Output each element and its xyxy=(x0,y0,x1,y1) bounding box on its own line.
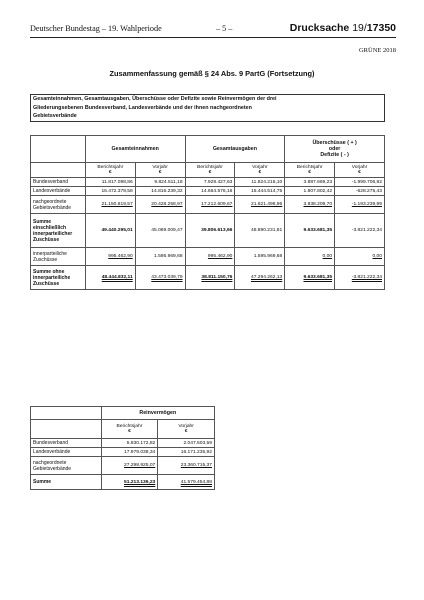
subheader-cell: Vorjahr € xyxy=(335,163,385,178)
group-header-expenses: Gesamtausgaben xyxy=(185,136,285,163)
description-line: Gebietsverbände xyxy=(33,113,77,119)
row-label: Summe xyxy=(31,475,102,490)
value-cell: 45.069.009,47 xyxy=(135,214,185,248)
value-cell: 9.633.681,35 xyxy=(285,266,335,290)
description-line: Gesamteinnahmen, Gesamtausgaben, Überschüsse oder Defizite sowie Reinvermögen der drei xyxy=(33,96,277,102)
page-header xyxy=(30,22,396,36)
row-label: Summe ohne innerparteiliche Zuschüsse xyxy=(31,266,86,290)
table-row xyxy=(31,475,215,490)
value-cell: 1.595.969,68 xyxy=(135,248,185,266)
value-cell: 11.824.216,10 xyxy=(235,178,285,187)
value-cell: 15.444.514,75 xyxy=(235,187,285,196)
group-header-net-assets: Reinvermögen xyxy=(101,407,214,420)
table-row xyxy=(31,196,385,214)
value-cell: 27.298.925,07 xyxy=(101,457,158,475)
value-cell: 20.428.258,97 xyxy=(135,196,185,214)
table-row xyxy=(31,187,385,196)
header-rule xyxy=(30,37,396,38)
parliament-label: Deutscher Bundestag – 19. Wahlperiode xyxy=(30,24,162,33)
value-cell: 17.212.609,67 xyxy=(185,196,235,214)
row-label: Bundesverband xyxy=(31,439,102,448)
value-cell: 39.806.613,66 xyxy=(185,214,235,248)
doc-label: Drucksache xyxy=(289,22,353,34)
subheader-cell: Berichtsjahr € xyxy=(85,163,135,178)
row-label: Landesverbände xyxy=(31,187,86,196)
value-cell: 7.929.427,63 xyxy=(185,178,235,187)
group-header-surplus: Überschüsse ( + ) oder Defizite ( - ) xyxy=(285,136,385,163)
subheader-cell: Vorjahr € xyxy=(158,420,215,439)
table-row xyxy=(31,448,215,457)
table-row xyxy=(31,214,385,248)
value-cell: 47.294.262,13 xyxy=(235,266,285,290)
value-cell: 14.816.239,32 xyxy=(135,187,185,196)
value-cell: 16.472.378,58 xyxy=(85,187,135,196)
value-cell: 1.807.802,42 xyxy=(285,187,335,196)
subheader-cell: Vorjahr € xyxy=(235,163,285,178)
row-label: Bundesverband xyxy=(31,178,86,187)
value-cell: 2.047.503,59 xyxy=(158,439,215,448)
value-cell: -3.821.222,34 xyxy=(335,266,385,290)
value-cell: 21.150.819,57 xyxy=(85,196,135,214)
value-cell: 51.213.136,23 xyxy=(101,475,158,490)
value-cell: 48.444.832,11 xyxy=(85,266,135,290)
subheader-cell: Berichtsjahr € xyxy=(101,420,158,439)
document-number xyxy=(290,22,396,34)
value-cell: 49.440.295,01 xyxy=(85,214,135,248)
group-header-income: Gesamteinnahmen xyxy=(85,136,185,163)
row-label: innerparteiliche Zuschüsse xyxy=(31,248,86,266)
corner-cell xyxy=(31,420,102,439)
value-cell: -1.193.239,99 xyxy=(335,196,385,214)
table-row xyxy=(31,178,385,187)
value-cell: 21.621.498,96 xyxy=(235,196,285,214)
row-label: nachgeordnete Gebietsverbände xyxy=(31,196,86,214)
value-cell: 3.938.209,70 xyxy=(285,196,335,214)
table-row xyxy=(31,248,385,266)
subheader-cell: Vorjahr € xyxy=(135,163,185,178)
value-cell: 38.811.150,76 xyxy=(185,266,235,290)
value-cell: 11.817.098,86 xyxy=(85,178,135,187)
value-cell: 5.930.172,82 xyxy=(101,439,158,448)
corner-cell xyxy=(31,163,86,178)
summary-table xyxy=(30,135,385,290)
value-cell: 1.595.969,68 xyxy=(235,248,285,266)
value-cell: 48.890.231,81 xyxy=(235,214,285,248)
page-number: – 5 – xyxy=(216,24,233,33)
value-cell: 17.979.038,34 xyxy=(101,448,158,457)
table-row xyxy=(31,266,385,290)
value-cell: 16.171.235,92 xyxy=(158,448,215,457)
table-row xyxy=(31,457,215,475)
net-assets-table xyxy=(30,406,215,490)
value-cell: 14.664.576,16 xyxy=(185,187,235,196)
value-cell: 0,00 xyxy=(285,248,335,266)
value-cell: 995.462,90 xyxy=(185,248,235,266)
value-cell: -3.821.222,34 xyxy=(335,214,385,248)
row-label: Summe einschließlich innerparteilicher Zuschüsse xyxy=(31,214,86,248)
value-cell: 0,00 xyxy=(335,248,385,266)
subheader-cell: Berichtsjahr € xyxy=(285,163,335,178)
description-line: Gliederungsebenen Bundesverband, Landesverbände und der ihnen nachgeordneten xyxy=(33,104,252,111)
value-cell: 995.462,90 xyxy=(85,248,135,266)
subheader-cell: Berichtsjahr € xyxy=(185,163,235,178)
row-label: nachgeordnete Gebietsverbände xyxy=(31,457,102,475)
value-cell: 3.887.669,23 xyxy=(285,178,335,187)
page-title: Zusammenfassung gemäß § 24 Abs. 9 PartG (Fortsetzung) xyxy=(109,69,315,78)
description-box xyxy=(30,94,385,122)
value-cell: -1.999.706,92 xyxy=(335,178,385,187)
value-cell: 23.360.715,37 xyxy=(158,457,215,475)
value-cell: 9.633.681,35 xyxy=(285,214,335,248)
table-row xyxy=(31,439,215,448)
corner-cell xyxy=(31,136,86,163)
party-label: GRÜNE 2018 xyxy=(358,47,396,54)
value-cell: -628.275,43 xyxy=(335,187,385,196)
row-label: Landesverbände xyxy=(31,448,102,457)
corner-cell xyxy=(31,407,102,420)
value-cell: 43.473.039,79 xyxy=(135,266,185,290)
doc-num-plain: 19/ xyxy=(352,22,367,34)
value-cell: 9.824.511,18 xyxy=(135,178,185,187)
doc-num-bold: 17350 xyxy=(366,22,396,34)
value-cell: 41.579.454,88 xyxy=(158,475,215,490)
